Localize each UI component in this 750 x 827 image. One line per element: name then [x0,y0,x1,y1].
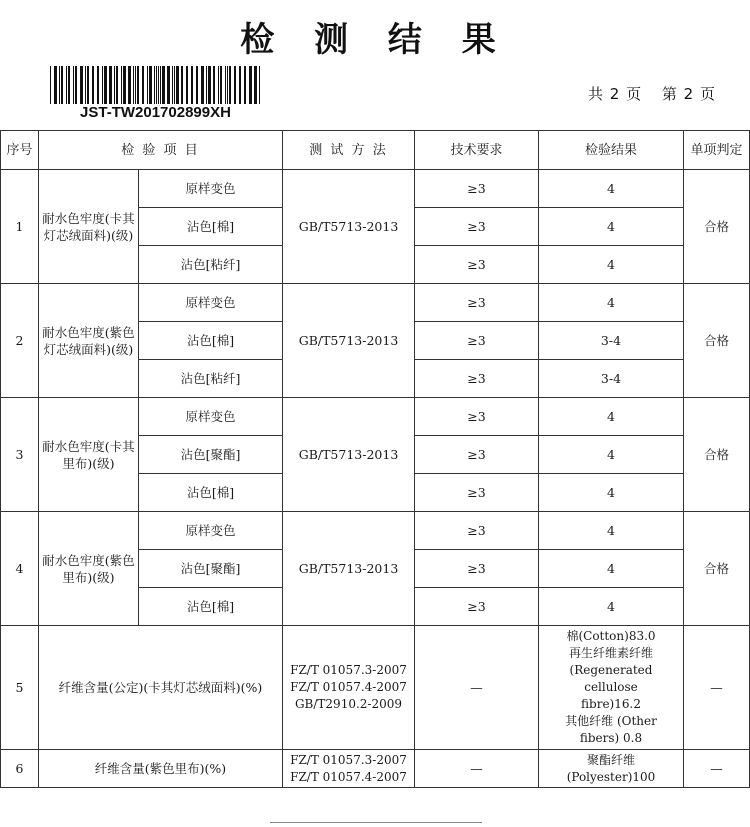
method-line: FZ/T 01057.4-2007 [290,680,407,694]
sub-item: 沾色[棉] [139,588,283,626]
header-verdict: 单项判定 [684,131,750,170]
result-line: (Polyester)100 [566,769,656,784]
requirement: ≥3 [415,360,539,398]
barcode-bar [160,66,161,104]
barcode-bar [156,66,157,104]
requirement: ≥3 [415,436,539,474]
row-number: 1 [1,170,39,284]
page-current: 第 2 页 [661,85,716,103]
requirement: ≥3 [415,246,539,284]
requirement: — [415,750,539,788]
result: 4 [539,550,684,588]
barcode-bar [259,66,260,104]
barcode-bar [102,66,103,104]
test-method: GB/T5713-2013 [283,512,415,626]
barcode-bar [104,66,107,104]
result: 4 [539,436,684,474]
method-line: FZ/T 01057.4-2007 [290,769,407,784]
requirement: ≥3 [415,550,539,588]
barcode-bar [186,66,188,104]
barcode-bar [133,66,134,104]
barcode-bar [239,66,241,104]
test-item: 纤维含量(公定)(卡其灯芯绒面料)(%) [39,626,283,750]
result: 4 [539,588,684,626]
table-row [1,170,750,208]
test-item: 耐水色牢度(卡其里布)(级) [39,398,139,512]
barcode-bar [154,66,155,104]
sub-item: 沾色[粘纤] [139,360,283,398]
sub-item: 沾色[聚酯] [139,436,283,474]
method-line: FZ/T 01057.3-2007 [290,663,407,677]
report-title: 检 测 结 果 [240,20,510,60]
test-item: 纤维含量(紫色里布)(%) [39,750,283,788]
barcode-bar [116,66,118,104]
result: 3-4 [539,322,684,360]
row-number: 3 [1,398,39,512]
header-requirement: 技术要求 [415,131,539,170]
sub-item: 沾色[棉] [139,208,283,246]
requirement: ≥3 [415,398,539,436]
barcode-bar [61,66,63,104]
result-line: fibers) 0.8 [579,731,643,745]
requirement: ≥3 [415,474,539,512]
sub-item: 原样变色 [139,398,283,436]
result-line: 棉(Cotton)83.0 [566,629,656,643]
test-item: 耐水色牢度(紫色里布)(级) [39,512,139,626]
barcode-bar [196,66,198,104]
method-line: FZ/T 01057.3-2007 [290,752,407,767]
result-line: 其他纤维 (Other [565,714,657,728]
barcode-bar [254,66,257,104]
result: 4 [539,512,684,550]
row-number: 2 [1,284,39,398]
result [539,750,684,788]
table-row [1,512,750,550]
requirement: ≥3 [415,170,539,208]
barcode-bar [208,66,211,104]
barcode-bar [158,66,159,104]
result: 4 [539,284,684,322]
test-method: GB/T5713-2013 [283,170,415,284]
verdict: 合格 [684,512,750,626]
barcode-bar [87,66,89,104]
barcode-bar [220,66,222,104]
barcode-bar [128,66,131,104]
requirement: ≥3 [415,588,539,626]
verdict: — [684,626,750,750]
barcode-bar [142,66,144,104]
barcode-bar [92,66,94,104]
sub-item: 原样变色 [139,284,283,322]
barcode-bar [213,66,215,104]
sub-item: 沾色[粘纤] [139,246,283,284]
barcode-bar [123,66,126,104]
barcode-bar [181,66,183,104]
requirement: ≥3 [415,284,539,322]
page-total: 共 2 页 [588,85,643,103]
result [539,626,684,750]
barcode-bar [68,66,70,104]
sub-item: 原样变色 [139,512,283,550]
header-row [1,131,750,170]
sub-item: 原样变色 [139,170,283,208]
barcode-bar [191,66,193,104]
barcode-bar [201,66,204,104]
result: 4 [539,398,684,436]
sub-item: 沾色[聚酯] [139,550,283,588]
barcode [48,66,263,121]
barcode-bar [66,66,67,104]
sub-item: 沾色[棉] [139,474,283,512]
barcode-bar [114,66,115,104]
barcode-bar [109,66,112,104]
row-number: 5 [1,626,39,750]
test-method: GB/T5713-2013 [283,398,415,512]
table-row [1,750,750,788]
requirement: ≥3 [415,322,539,360]
table-row [1,626,750,750]
barcode-icon [48,66,263,104]
barcode-bar [97,66,99,104]
result: 4 [539,208,684,246]
barcode-bar [54,66,57,104]
result: 4 [539,246,684,284]
test-item: 耐水色牢度(紫色灯芯绒面料)(级) [39,284,139,398]
test-item: 耐水色牢度(卡其灯芯绒面料)(级) [39,170,139,284]
barcode-bar [147,66,148,104]
verdict: 合格 [684,398,750,512]
barcode-bar [137,66,139,104]
sub-item: 沾色[棉] [139,322,283,360]
barcode-bar [249,66,252,104]
verdict: 合格 [684,284,750,398]
verdict: — [684,750,750,788]
test-method: GB/T5713-2013 [283,284,415,398]
result-line: cellulose [584,680,638,694]
barcode-bar [80,66,83,104]
row-number: 6 [1,750,39,788]
header-method: 测 试 方 法 [283,131,415,170]
barcode-bar [135,66,136,104]
barcode-bar [75,66,77,104]
barcode-bar [167,66,170,104]
barcode-number: JST-TW201702899XH [80,104,231,121]
barcode-bar [149,66,152,104]
barcode-bar [229,66,231,104]
result: 3-4 [539,360,684,398]
barcode-bar [50,66,51,104]
barcode-bar [244,66,246,104]
test-method [283,750,415,788]
test-method [283,626,415,750]
barcode-bar [85,66,86,104]
result-line: fibre)16.2 [581,697,641,711]
footer-divider [270,822,482,823]
result-line: 聚酯纤维 [586,752,635,767]
result: 4 [539,474,684,512]
table-row [1,284,750,322]
barcode-bar [162,66,165,104]
header-result: 检验结果 [539,131,684,170]
barcode-bar [227,66,228,104]
table-row [1,398,750,436]
method-line: GB/T2910.2-2009 [294,697,403,711]
barcode-bar [73,66,74,104]
barcode-bar [176,66,179,104]
requirement: ≥3 [415,208,539,246]
barcode-bar [174,66,175,104]
result-line: 再生纤维素纤维 [568,646,653,660]
barcode-bar [218,66,219,104]
barcode-bar [225,66,226,104]
barcode-bar [59,66,60,104]
requirement: ≥3 [415,512,539,550]
barcode-bar [121,66,122,104]
verdict: 合格 [684,170,750,284]
result-line: (Regenerated [569,663,653,677]
barcode-bar [172,66,173,104]
result: 4 [539,170,684,208]
page-indicator [582,83,716,104]
header-item: 检 验 项 目 [39,131,283,170]
barcode-bar [206,66,207,104]
row-number: 4 [1,512,39,626]
barcode-bar [234,66,236,104]
header-no: 序号 [1,131,39,170]
requirement: — [415,626,539,750]
results-table [0,130,750,788]
